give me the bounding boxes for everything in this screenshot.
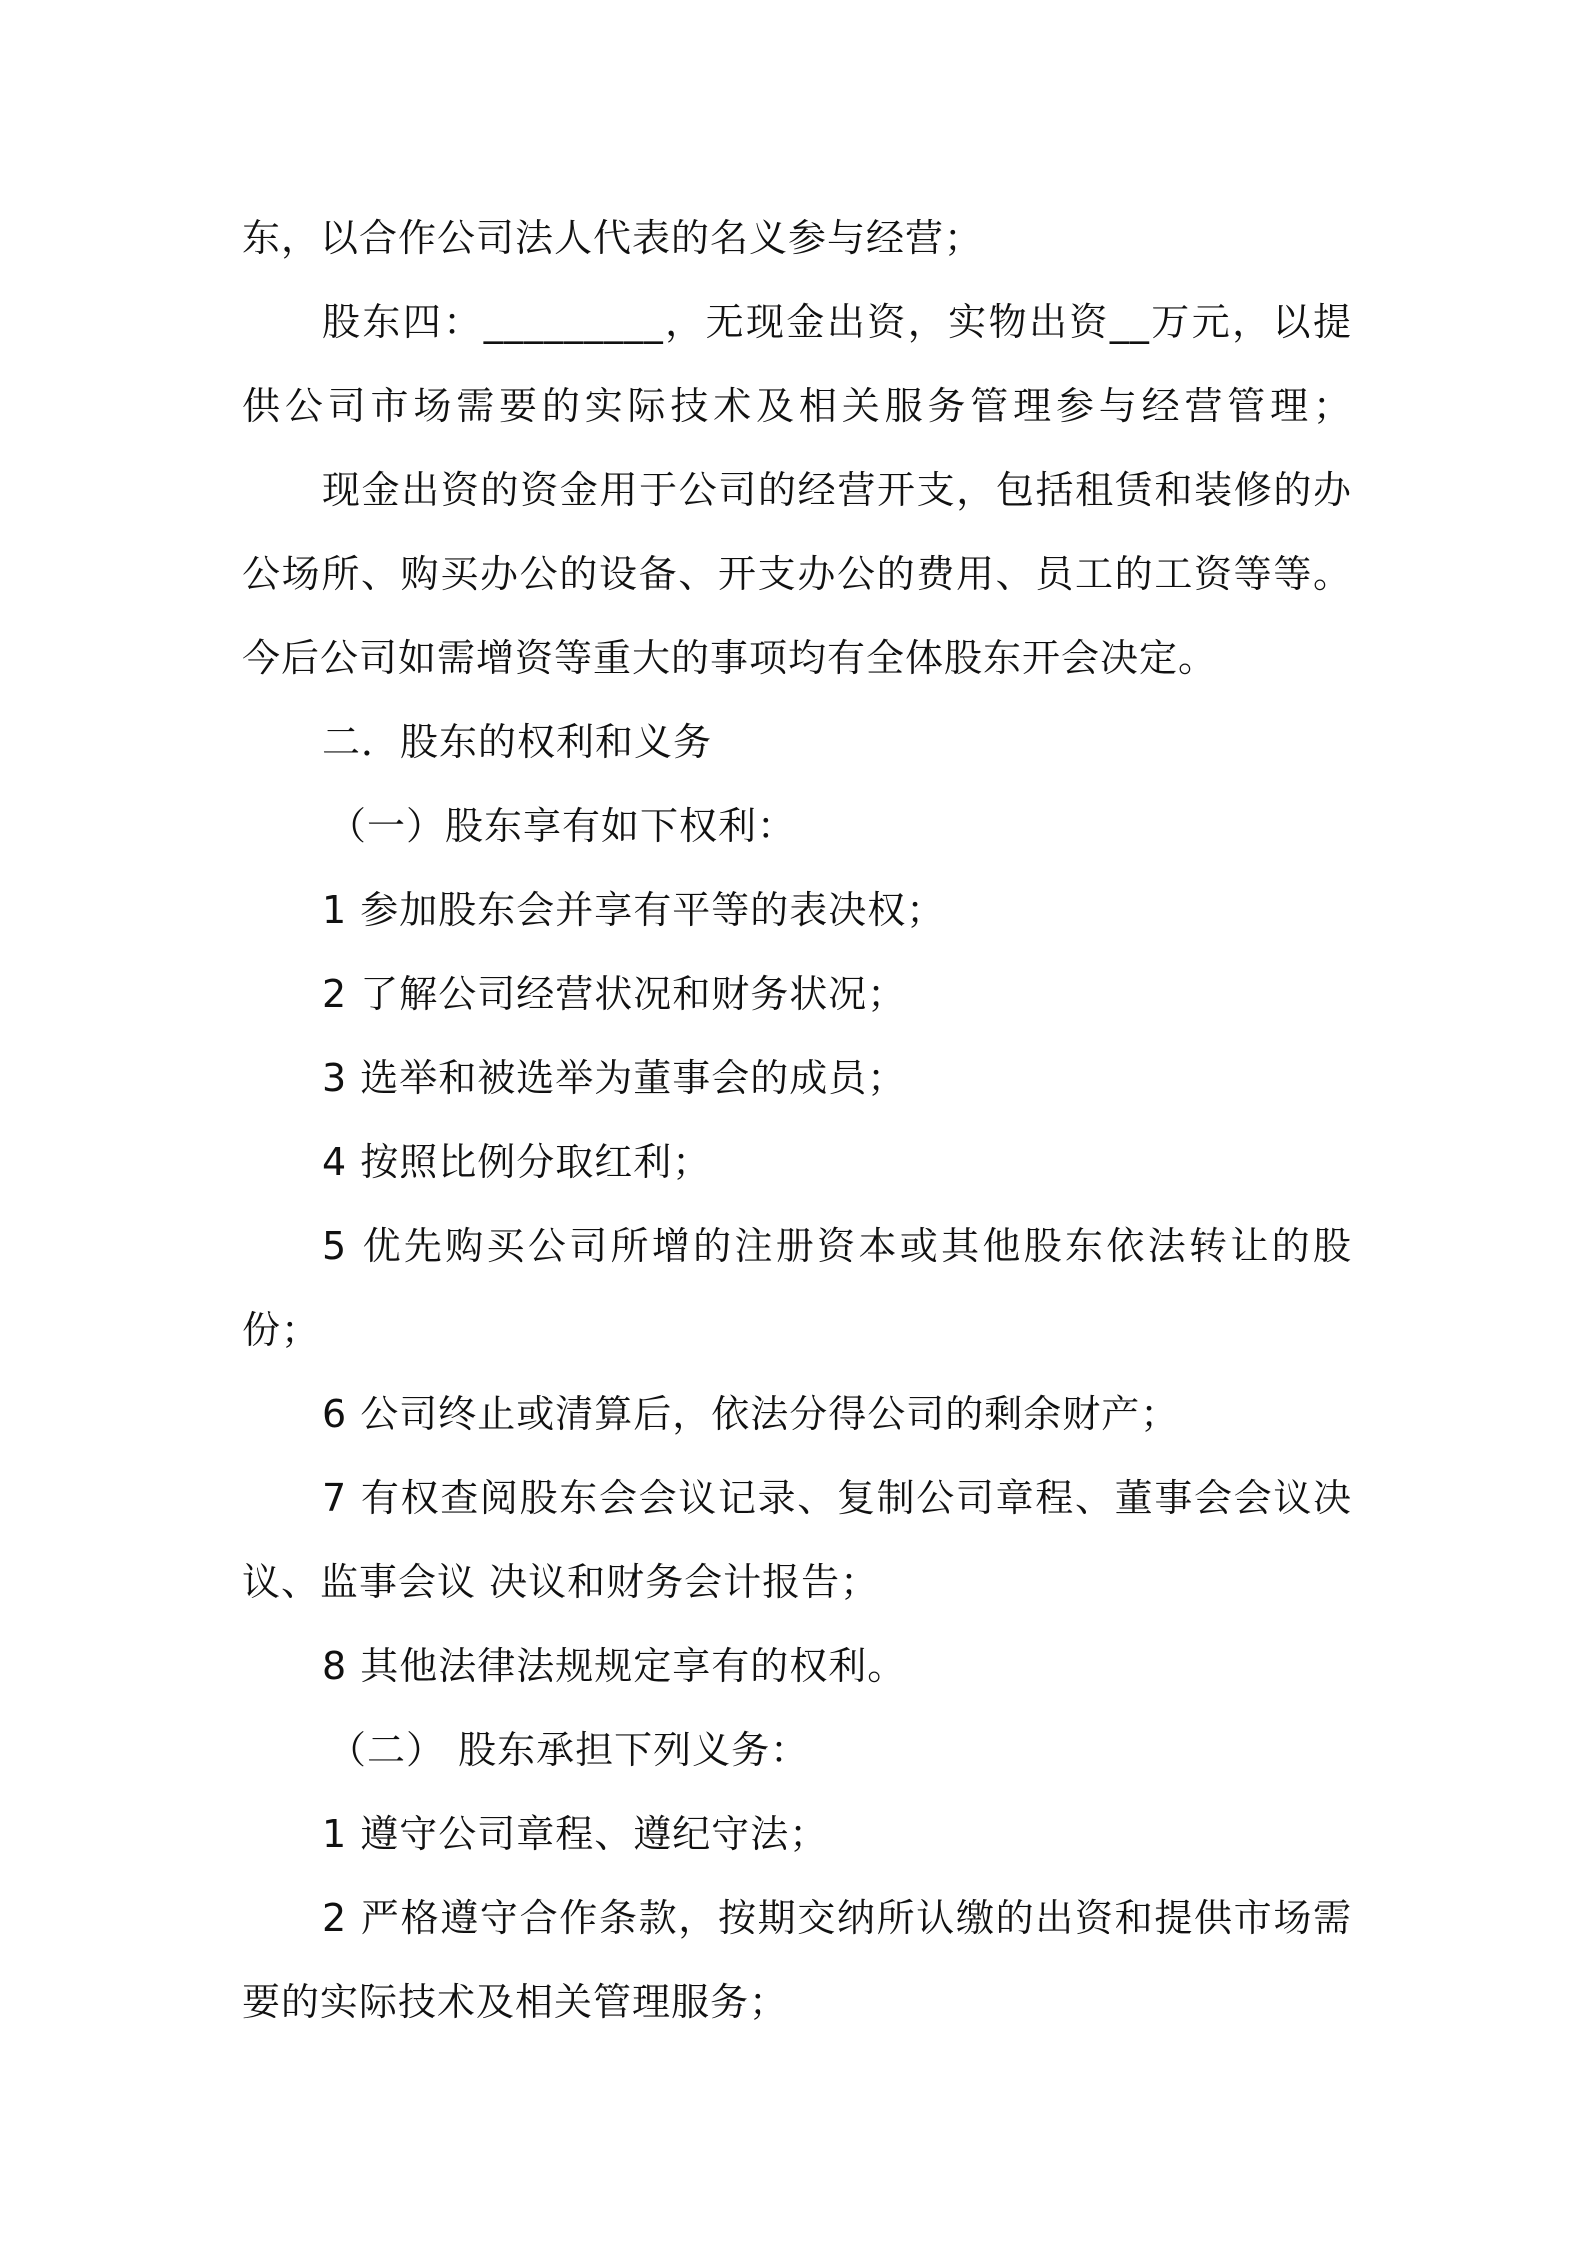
list-item-continuation: 议、监事会议 决议和财务会计报告； <box>242 1560 880 1604</box>
section-heading: 二．股东的权利和义务 <box>322 720 713 764</box>
subsection-heading: （一）股东享有如下权利： <box>328 804 797 848</box>
list-item: 1 遵守公司章程、遵纪守法； <box>322 1812 829 1856</box>
list-item: 6 公司终止或清算后，依法分得公司的剩余财产； <box>322 1392 1180 1436</box>
list-item: 3 选举和被选举为董事会的成员； <box>322 1056 907 1100</box>
text-line: 股东四：_________，无现金出资，实物出资__万元，以提 <box>322 300 1352 344</box>
list-item: 5 优先购买公司所增的注册资本或其他股东依法转让的股 <box>322 1224 1352 1268</box>
list-item: 8 其他法律法规规定享有的权利。 <box>322 1644 907 1688</box>
list-item: 4 按照比例分取红利； <box>322 1140 712 1184</box>
list-item: 2 严格遵守合作条款，按期交纳所认缴的出资和提供市场需 <box>322 1896 1352 1940</box>
document-body <box>242 196 1352 2044</box>
list-item-continuation: 要的实际技术及相关管理服务； <box>242 1980 789 2024</box>
subsection-heading: （二） 股东承担下列义务： <box>328 1728 810 1772</box>
list-item: 7 有权查阅股东会会议记录、复制公司章程、董事会会议决 <box>322 1476 1352 1520</box>
list-item: 1 参加股东会并享有平等的表决权； <box>322 888 946 932</box>
text-line: 供公司市场需要的实际技术及相关服务管理参与经营管理； <box>242 384 1352 428</box>
list-item: 2 了解公司经营状况和财务状况； <box>322 972 907 1016</box>
text-line: 东，以合作公司法人代表的名义参与经营； <box>242 216 984 260</box>
text-line: 今后公司如需增资等重大的事项均有全体股东开会决定。 <box>242 636 1218 680</box>
text-line: 公场所、购买办公的设备、开支办公的费用、员工的工资等等。 <box>242 552 1352 596</box>
list-item-continuation: 份； <box>242 1308 321 1352</box>
text-line: 现金出资的资金用于公司的经营开支，包括租赁和装修的办 <box>322 468 1352 512</box>
